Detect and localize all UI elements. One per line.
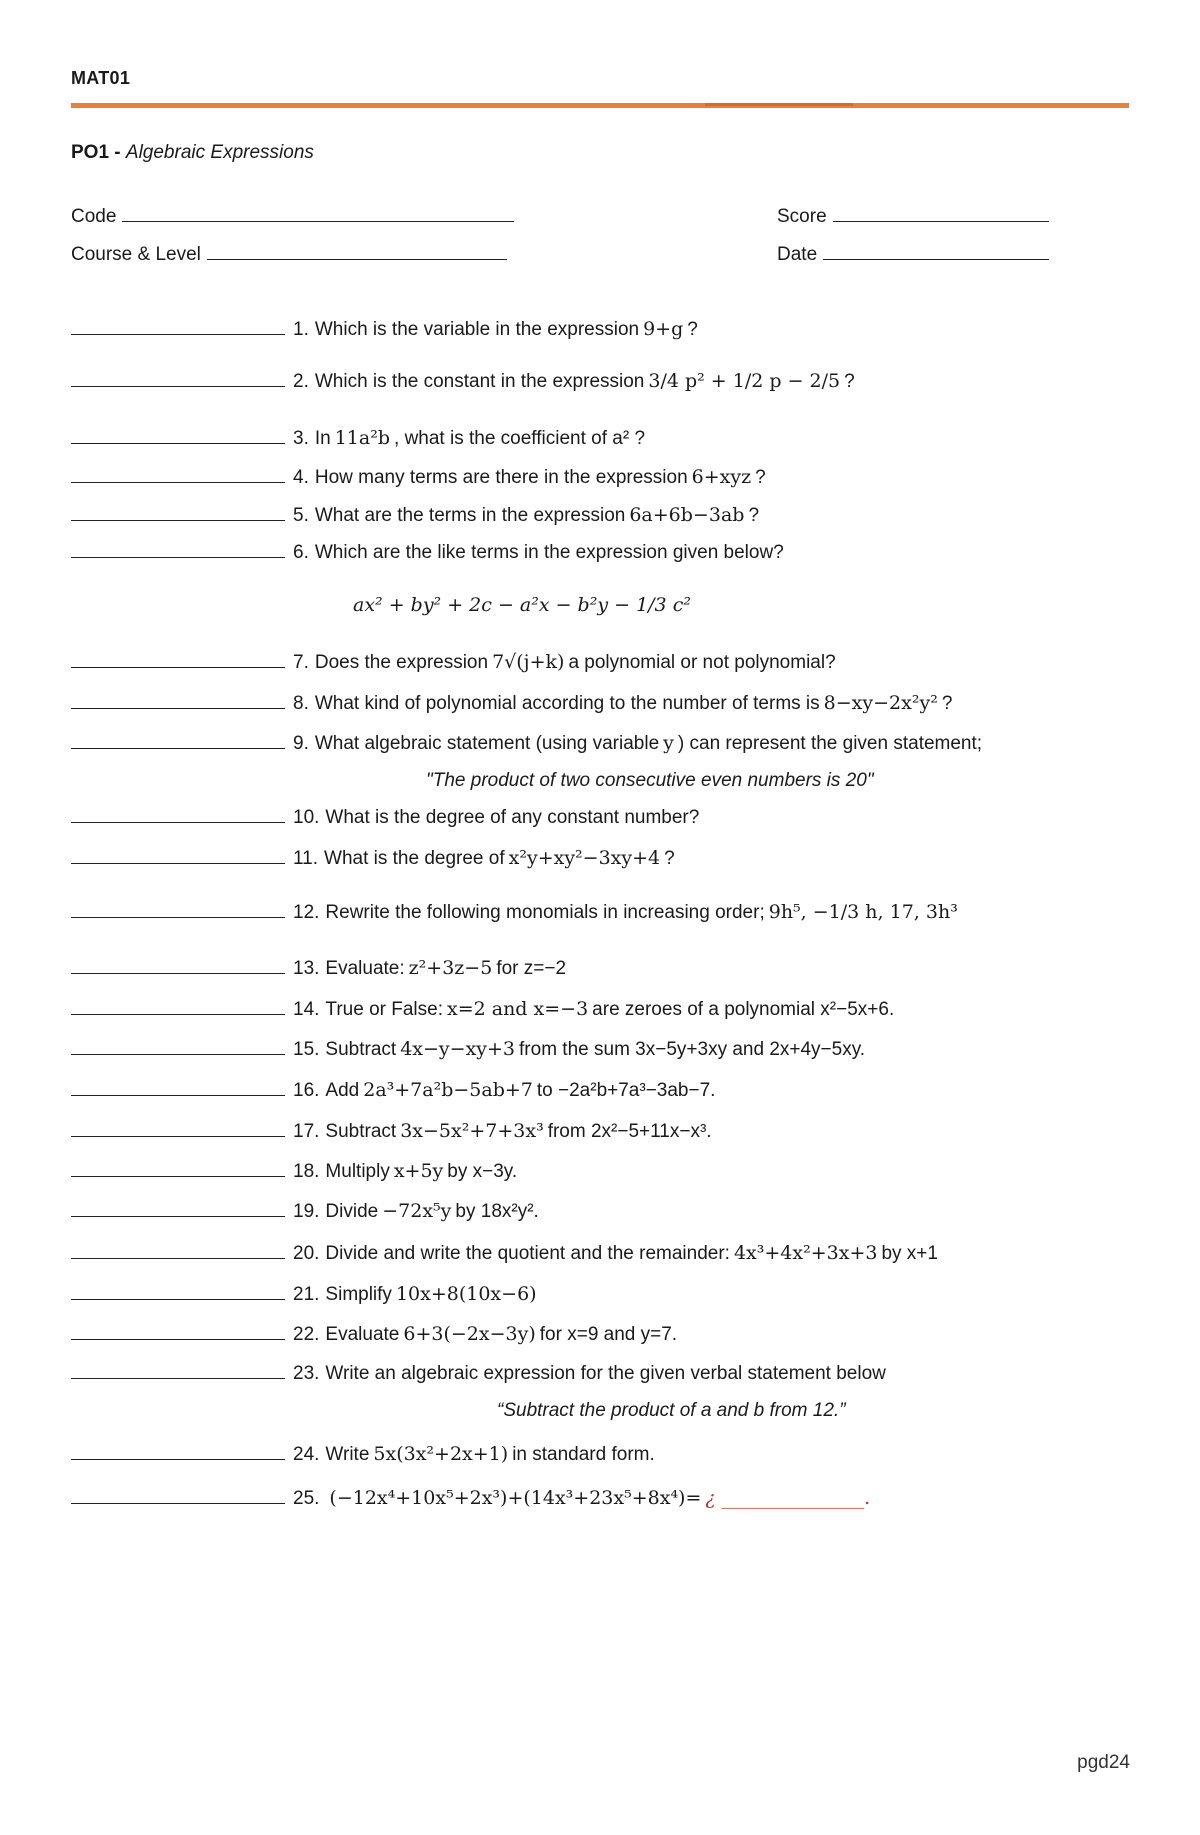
question-25 — [71, 1487, 870, 1510]
question-math: 8−xy−2x²y² — [823, 692, 938, 714]
question-text: Multiply — [325, 1161, 390, 1182]
answer-blank[interactable] — [71, 903, 285, 918]
question-number: 24. — [293, 1444, 320, 1465]
question-text: True or False: — [325, 999, 443, 1020]
question-19 — [71, 1200, 539, 1223]
question-number: 7. — [293, 652, 309, 673]
question-tail: ? — [844, 371, 855, 392]
question-math: x=2 and x=−3 — [446, 998, 589, 1020]
question-math: 7√(j+k) — [492, 651, 565, 673]
score-blank[interactable] — [833, 205, 1049, 222]
q6-expression: ax² + by² + 2c − a²x − b²y − 1/3 c² — [353, 594, 691, 616]
question-12 — [71, 901, 962, 924]
q23-statement: “Subtract the product of a and b from 12.” — [497, 1400, 846, 1421]
question-number: 17. — [293, 1121, 320, 1142]
question-number: 25. — [293, 1488, 320, 1509]
answer-blank[interactable] — [71, 1285, 285, 1300]
answer-blank[interactable] — [71, 506, 285, 521]
question-text: Which are the like terms in the expression given below? — [314, 542, 784, 563]
question-math: 4x−y−xy+3 — [400, 1038, 516, 1060]
header-rule-accent — [705, 103, 853, 106]
question-number: 14. — [293, 999, 320, 1020]
question-math: y — [663, 732, 674, 754]
question-number: 9. — [293, 733, 309, 754]
answer-blank[interactable] — [71, 1445, 285, 1460]
question-math: 2a³+7a²b−5ab+7 — [363, 1079, 533, 1101]
question-text: In — [314, 428, 331, 449]
question-text: Evaluate: — [325, 958, 405, 979]
question-math: 10x+8(10x−6) — [395, 1283, 537, 1305]
question-number: 10. — [293, 807, 320, 828]
question-tail: are zeroes of a polynomial x²−5x+6. — [592, 999, 895, 1020]
question-text: What algebraic statement (using variable — [314, 733, 660, 754]
question-math: x+5y — [393, 1160, 444, 1182]
question-18 — [71, 1160, 517, 1183]
code-blank[interactable] — [122, 205, 514, 222]
question-tail: ? — [941, 693, 953, 714]
question-math: 6+3(−2x−3y) — [403, 1323, 536, 1345]
question-number: 13. — [293, 958, 320, 979]
question-text: Does the expression — [314, 652, 489, 673]
question-number: 5. — [293, 505, 309, 526]
answer-blank[interactable] — [71, 808, 285, 823]
question-tail: from 2x²−5+11x−x³. — [547, 1121, 712, 1142]
title-prefix: PO1 - — [71, 142, 121, 163]
question-number: 1. — [293, 319, 309, 340]
question-1 — [71, 318, 698, 341]
question-13 — [71, 957, 566, 980]
course-level-label: Course & Level — [71, 244, 201, 265]
question-tail: to −2a²b+7a³−3ab−7. — [536, 1080, 716, 1101]
question-math: 6a+6b−3ab — [629, 504, 745, 526]
answer-blank[interactable] — [71, 1325, 285, 1340]
question-text: Evaluate — [325, 1324, 400, 1345]
question-text: Add — [325, 1080, 360, 1101]
question-tail: from the sum 3x−5y+3xy and 2x+4y−5xy. — [519, 1039, 866, 1060]
answer-blank[interactable] — [71, 1162, 285, 1177]
question-text: Simplify — [325, 1284, 392, 1305]
course-code: MAT01 — [71, 68, 131, 88]
answer-blank[interactable] — [71, 653, 285, 668]
question-tail: a polynomial or not polynomial? — [568, 652, 836, 673]
question-21 — [71, 1283, 541, 1306]
question-tail: ? — [687, 319, 698, 340]
question-number: 18. — [293, 1161, 320, 1182]
question-number: 20. — [293, 1243, 320, 1264]
question-number: 23. — [293, 1363, 320, 1384]
date-label: Date — [777, 244, 818, 265]
question-3 — [71, 427, 645, 450]
question-22 — [71, 1323, 677, 1346]
question-text: Subtract — [325, 1121, 397, 1142]
question-number: 3. — [293, 428, 309, 449]
question-7 — [71, 651, 836, 674]
question-text: Which is the constant in the expression — [314, 371, 645, 392]
question-math: 4x³+4x²+3x+3 — [733, 1242, 878, 1264]
question-text: What is the degree of any constant number? — [325, 807, 700, 828]
date-field[interactable] — [777, 243, 1049, 266]
page-footer: pgd24 — [1077, 1752, 1130, 1773]
question-math: 3x−5x²+7+3x³ — [400, 1120, 544, 1142]
question-text: What are the terms in the expression — [314, 505, 626, 526]
answer-blank[interactable] — [71, 849, 285, 864]
answer-blank[interactable] — [71, 734, 285, 749]
answer-blank[interactable] — [71, 1202, 285, 1217]
answer-blank[interactable] — [71, 468, 285, 483]
question-text: Write an algebraic expression for the given verbal statement below — [325, 1363, 886, 1384]
question-tail: ¿ _______________. — [705, 1487, 871, 1509]
question-number: 16. — [293, 1080, 320, 1101]
answer-blank[interactable] — [71, 1000, 285, 1015]
question-math: z²+3z−5 — [408, 957, 493, 979]
page-title — [71, 142, 314, 164]
question-number: 19. — [293, 1201, 320, 1222]
question-tail: by x−3y. — [447, 1161, 518, 1182]
code-label: Code — [71, 206, 117, 227]
question-text: Which is the variable in the expression — [314, 319, 640, 340]
course-level-field[interactable] — [71, 243, 507, 266]
answer-blank[interactable] — [71, 1364, 285, 1379]
answer-blank[interactable] — [71, 694, 285, 709]
question-16 — [71, 1079, 715, 1102]
question-17 — [71, 1120, 712, 1143]
answer-blank[interactable] — [71, 429, 285, 444]
answer-blank[interactable] — [71, 543, 285, 558]
question-tail: for x=9 and y=7. — [539, 1324, 678, 1345]
question-14 — [71, 998, 894, 1021]
question-4 — [71, 466, 766, 489]
answer-blank[interactable] — [71, 320, 285, 335]
header-rule — [71, 103, 1129, 108]
question-tail: by 18x²y². — [455, 1201, 539, 1222]
question-math: (−12x⁴+10x⁵+2x³)+(14x³+23x⁵+8x⁴)= — [329, 1487, 702, 1509]
question-number: 15. — [293, 1039, 320, 1060]
question-math: 11a²b — [334, 427, 391, 449]
question-math: 6+xyz — [691, 466, 752, 488]
question-tail: ? — [748, 505, 760, 526]
answer-blank[interactable] — [71, 1081, 285, 1096]
question-10 — [71, 807, 699, 829]
question-23 — [71, 1363, 886, 1385]
answer-blank[interactable] — [71, 959, 285, 974]
q9-statement: "The product of two consecutive even numbers is 20" — [426, 770, 874, 791]
question-text: What kind of polynomial according to the number of terms is — [314, 693, 820, 714]
answer-blank[interactable] — [71, 1122, 285, 1137]
answer-blank[interactable] — [71, 372, 285, 387]
question-tail: ? — [664, 848, 675, 869]
date-blank[interactable] — [823, 243, 1049, 260]
question-number: 22. — [293, 1324, 320, 1345]
question-number: 4. — [293, 467, 309, 488]
question-math: 5x(3x²+2x+1) — [373, 1443, 509, 1465]
answer-blank[interactable] — [71, 1244, 285, 1259]
question-2 — [71, 370, 855, 393]
score-field[interactable] — [777, 205, 1049, 228]
question-text: Divide and write the quotient and the remainder: — [325, 1243, 730, 1264]
question-20 — [71, 1242, 938, 1265]
question-15 — [71, 1038, 865, 1061]
course-level-blank[interactable] — [207, 243, 507, 260]
question-text: Subtract — [325, 1039, 397, 1060]
question-math: x²y+xy²−3xy+4 — [508, 847, 661, 869]
question-24 — [71, 1443, 655, 1466]
question-9 — [71, 732, 982, 755]
question-text: Divide — [325, 1201, 379, 1222]
question-number: 2. — [293, 371, 309, 392]
question-number: 8. — [293, 693, 309, 714]
question-number: 21. — [293, 1284, 320, 1305]
question-tail: for z=−2 — [496, 958, 567, 979]
score-label: Score — [777, 206, 827, 227]
question-8 — [71, 692, 952, 715]
question-math: 3/4 p² + 1/2 p − 2/5 — [648, 370, 841, 392]
question-text: What is the degree of — [324, 848, 505, 869]
code-field[interactable] — [71, 205, 514, 228]
question-number: 6. — [293, 542, 309, 563]
question-6 — [71, 542, 784, 564]
question-math: 9h⁵, −1/3 h, 17, 3h³ — [768, 901, 958, 923]
question-number: 12. — [293, 902, 320, 923]
question-tail: , what is the coefficient of a² ? — [394, 428, 646, 449]
question-5 — [71, 504, 759, 527]
question-tail: ) can represent the given statement; — [677, 733, 983, 754]
question-tail: in standard form. — [512, 1444, 655, 1465]
question-11 — [71, 847, 675, 870]
question-text: Write — [325, 1444, 370, 1465]
question-math: −72x⁵y — [382, 1200, 452, 1222]
title-topic: Algebraic Expressions — [125, 142, 314, 163]
question-text: How many terms are there in the expression — [314, 467, 688, 488]
question-math: 9+g — [643, 318, 684, 340]
answer-blank[interactable] — [71, 1040, 285, 1055]
question-tail: by x+1 — [881, 1243, 938, 1264]
answer-blank[interactable] — [71, 1489, 285, 1504]
question-number: 11. — [293, 848, 319, 869]
question-text: Rewrite the following monomials in increasing order; — [325, 902, 765, 923]
question-tail: ? — [755, 467, 766, 488]
